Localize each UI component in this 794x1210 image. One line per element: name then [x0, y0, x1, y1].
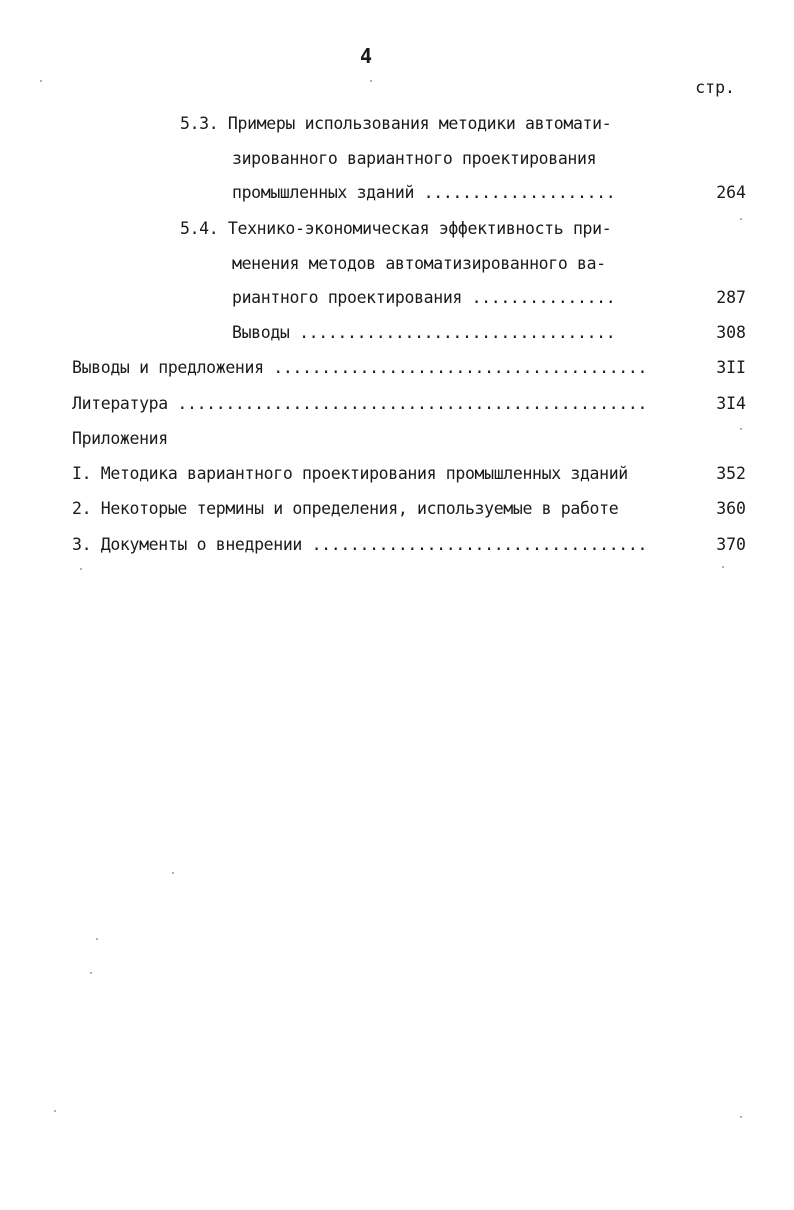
toc-section-heading: Приложения [72, 429, 168, 448]
toc-page-number: 3I4 [716, 394, 746, 413]
scan-speck [740, 218, 742, 220]
scan-speck [40, 80, 42, 82]
toc-line: риантного проектирования ............... [232, 288, 616, 307]
toc-line: 2. Некоторые термины и определения, используемые в работе [72, 499, 619, 518]
scan-speck [172, 872, 174, 874]
toc-line: промышленных зданий .................... [232, 183, 616, 202]
page-column-header: стр. [695, 78, 735, 97]
toc-line: 5.3. Примеры использования методики автомати- [180, 114, 612, 133]
scan-speck [740, 428, 742, 430]
toc-line: Выводы и предложения ....................................... [72, 358, 648, 377]
toc-line: Литература ................................................. [72, 394, 648, 413]
toc-page-number: 352 [716, 464, 746, 483]
scan-speck [96, 938, 98, 940]
scan-speck [54, 1110, 56, 1112]
scan-speck [740, 1116, 742, 1118]
toc-line: I. Методика вариантного проектирования промышленных зданий [72, 464, 628, 483]
toc-line: Выводы ................................. [232, 323, 616, 342]
page-number: 4 [360, 44, 373, 68]
toc-page-number: 3II [716, 358, 746, 377]
scan-speck [722, 566, 724, 568]
toc-page-number: 370 [716, 535, 746, 554]
scan-speck [80, 568, 82, 570]
scan-speck [90, 972, 92, 974]
toc-page-number: 264 [716, 183, 746, 202]
toc-page-number: 360 [716, 499, 746, 518]
toc-line: зированного вариантного проектирования [232, 149, 597, 168]
toc-page-number: 308 [716, 323, 746, 342]
toc-line: менения методов автоматизированного ва- [232, 254, 606, 273]
toc-page-number: 287 [716, 288, 746, 307]
scan-speck [370, 80, 372, 82]
toc-line: 3. Документы о внедрении ................................... [72, 535, 648, 554]
toc-line: 5.4. Технико-экономическая эффективность при- [180, 219, 612, 238]
